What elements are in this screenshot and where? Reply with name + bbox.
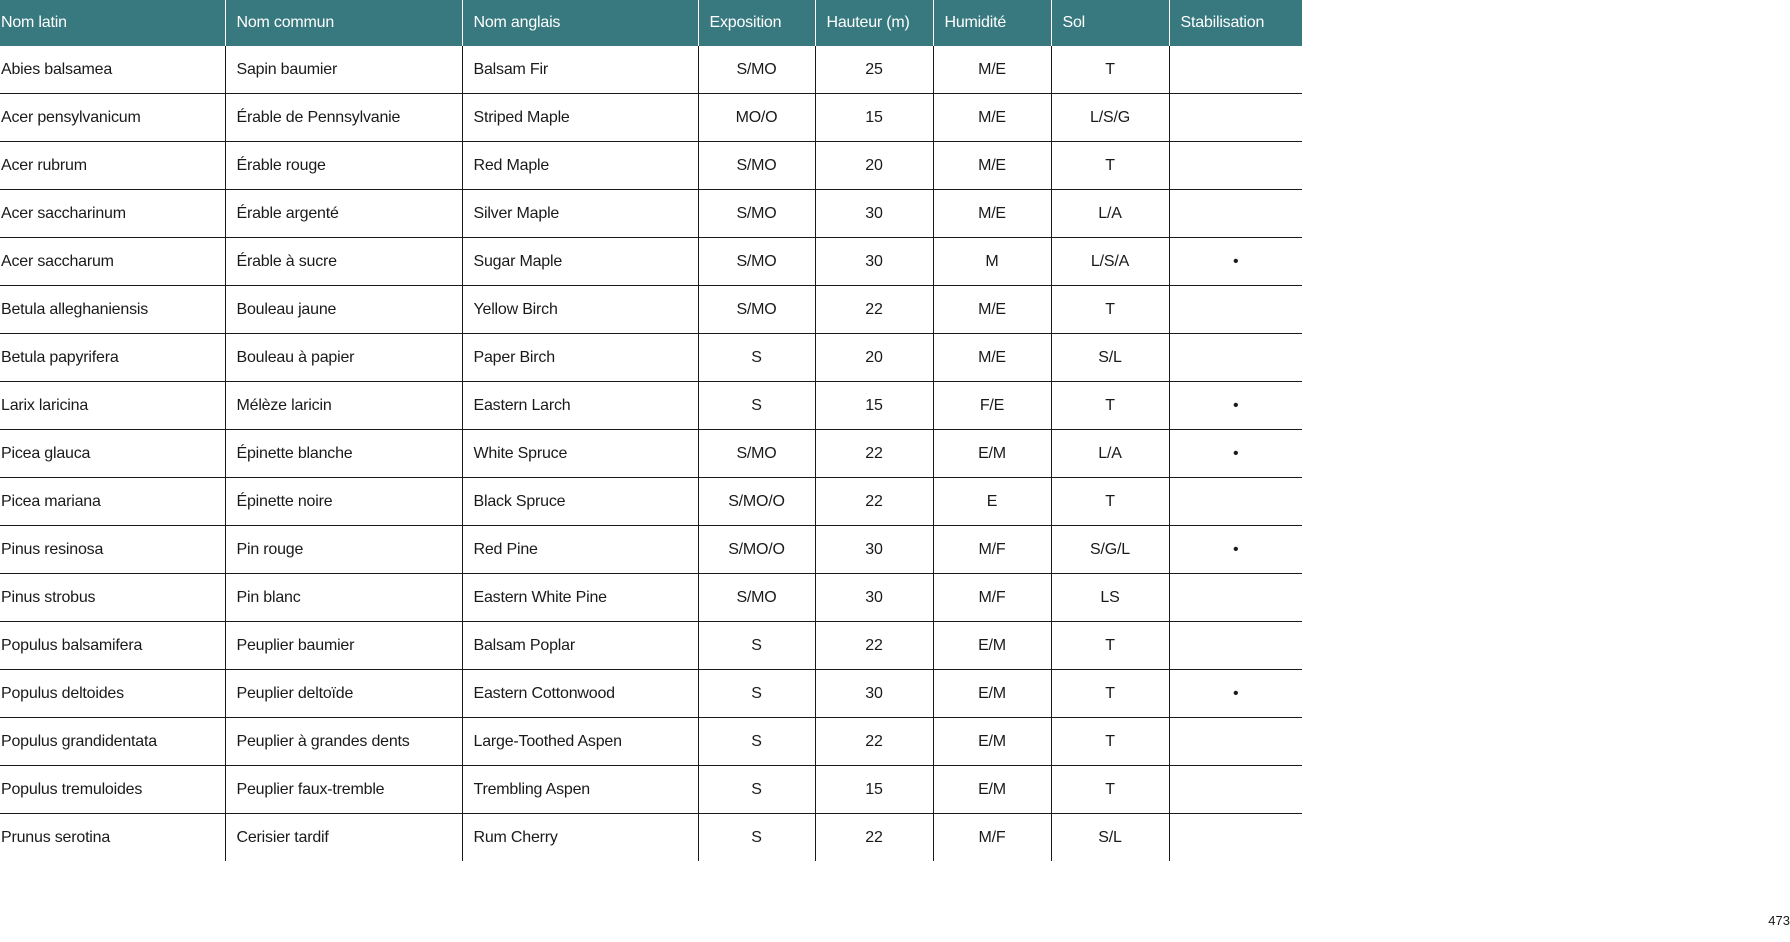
column-header-common-name: Nom commun bbox=[225, 0, 462, 46]
cell-humidity: E/M bbox=[933, 670, 1051, 718]
cell-stabilization bbox=[1169, 814, 1302, 862]
cell-soil: L/A bbox=[1051, 190, 1169, 238]
cell-common-name: Épinette noire bbox=[225, 478, 462, 526]
cell-common-name: Peuplier faux-tremble bbox=[225, 766, 462, 814]
cell-latin-name: Picea glauca bbox=[0, 430, 225, 478]
cell-latin-name: Acer saccharinum bbox=[0, 190, 225, 238]
cell-exposure: S bbox=[698, 670, 815, 718]
column-header-latin-name: Nom latin bbox=[0, 0, 225, 46]
cell-stabilization bbox=[1169, 46, 1302, 94]
header-row bbox=[0, 0, 1302, 46]
cell-height: 15 bbox=[815, 94, 933, 142]
cell-common-name: Érable de Pennsylvanie bbox=[225, 94, 462, 142]
table-row bbox=[0, 766, 1302, 814]
cell-latin-name: Larix laricina bbox=[0, 382, 225, 430]
cell-exposure: S bbox=[698, 766, 815, 814]
cell-height: 22 bbox=[815, 430, 933, 478]
cell-humidity: M/E bbox=[933, 334, 1051, 382]
cell-english-name: Balsam Fir bbox=[462, 46, 698, 94]
cell-common-name: Érable rouge bbox=[225, 142, 462, 190]
cell-common-name: Pin rouge bbox=[225, 526, 462, 574]
cell-common-name: Bouleau jaune bbox=[225, 286, 462, 334]
table-row bbox=[0, 478, 1302, 526]
cell-latin-name: Acer rubrum bbox=[0, 142, 225, 190]
cell-humidity: E bbox=[933, 478, 1051, 526]
cell-humidity: M/F bbox=[933, 574, 1051, 622]
cell-soil: T bbox=[1051, 46, 1169, 94]
cell-stabilization bbox=[1169, 766, 1302, 814]
cell-humidity: E/M bbox=[933, 718, 1051, 766]
cell-soil: T bbox=[1051, 670, 1169, 718]
cell-height: 15 bbox=[815, 766, 933, 814]
cell-common-name: Érable à sucre bbox=[225, 238, 462, 286]
cell-stabilization bbox=[1169, 334, 1302, 382]
cell-latin-name: Betula papyrifera bbox=[0, 334, 225, 382]
column-header-humidity: Humidité bbox=[933, 0, 1051, 46]
cell-humidity: M/E bbox=[933, 190, 1051, 238]
cell-stabilization bbox=[1169, 622, 1302, 670]
cell-humidity: F/E bbox=[933, 382, 1051, 430]
cell-exposure: S bbox=[698, 718, 815, 766]
cell-stabilization bbox=[1169, 478, 1302, 526]
cell-humidity: M/E bbox=[933, 286, 1051, 334]
cell-latin-name: Populus grandidentata bbox=[0, 718, 225, 766]
cell-common-name: Érable argenté bbox=[225, 190, 462, 238]
cell-soil: S/G/L bbox=[1051, 526, 1169, 574]
cell-latin-name: Acer saccharum bbox=[0, 238, 225, 286]
cell-height: 30 bbox=[815, 574, 933, 622]
cell-height: 15 bbox=[815, 382, 933, 430]
table-row bbox=[0, 526, 1302, 574]
cell-exposure: S/MO bbox=[698, 46, 815, 94]
cell-english-name: Red Maple bbox=[462, 142, 698, 190]
cell-common-name: Peuplier à grandes dents bbox=[225, 718, 462, 766]
cell-soil: L/A bbox=[1051, 430, 1169, 478]
cell-exposure: S/MO/O bbox=[698, 478, 815, 526]
cell-common-name: Mélèze laricin bbox=[225, 382, 462, 430]
cell-humidity: M/F bbox=[933, 526, 1051, 574]
cell-latin-name: Acer pensylvanicum bbox=[0, 94, 225, 142]
cell-stabilization bbox=[1169, 190, 1302, 238]
cell-common-name: Épinette blanche bbox=[225, 430, 462, 478]
cell-exposure: S bbox=[698, 334, 815, 382]
cell-english-name: Balsam Poplar bbox=[462, 622, 698, 670]
cell-exposure: MO/O bbox=[698, 94, 815, 142]
cell-common-name: Pin blanc bbox=[225, 574, 462, 622]
table-row bbox=[0, 670, 1302, 718]
cell-common-name: Sapin baumier bbox=[225, 46, 462, 94]
cell-stabilization: • bbox=[1169, 430, 1302, 478]
cell-english-name: Large-Toothed Aspen bbox=[462, 718, 698, 766]
cell-height: 20 bbox=[815, 334, 933, 382]
cell-exposure: S/MO bbox=[698, 142, 815, 190]
cell-height: 30 bbox=[815, 190, 933, 238]
cell-height: 30 bbox=[815, 526, 933, 574]
table-row bbox=[0, 238, 1302, 286]
cell-common-name: Peuplier deltoïde bbox=[225, 670, 462, 718]
cell-height: 30 bbox=[815, 670, 933, 718]
cell-height: 22 bbox=[815, 622, 933, 670]
cell-soil: T bbox=[1051, 766, 1169, 814]
column-header-stabilization: Stabilisation bbox=[1169, 0, 1302, 46]
table-row bbox=[0, 334, 1302, 382]
cell-soil: L/S/A bbox=[1051, 238, 1169, 286]
cell-soil: LS bbox=[1051, 574, 1169, 622]
cell-english-name: Eastern White Pine bbox=[462, 574, 698, 622]
cell-english-name: Silver Maple bbox=[462, 190, 698, 238]
cell-stabilization bbox=[1169, 286, 1302, 334]
cell-soil: S/L bbox=[1051, 814, 1169, 862]
cell-exposure: S/MO bbox=[698, 430, 815, 478]
cell-common-name: Peuplier baumier bbox=[225, 622, 462, 670]
cell-latin-name: Populus balsamifera bbox=[0, 622, 225, 670]
cell-humidity: M/E bbox=[933, 94, 1051, 142]
table-header bbox=[0, 0, 1302, 46]
cell-humidity: M/F bbox=[933, 814, 1051, 862]
table-body bbox=[0, 46, 1302, 861]
table-row bbox=[0, 46, 1302, 94]
cell-height: 22 bbox=[815, 478, 933, 526]
cell-exposure: S/MO bbox=[698, 190, 815, 238]
table-row bbox=[0, 382, 1302, 430]
cell-stabilization bbox=[1169, 718, 1302, 766]
cell-english-name: Red Pine bbox=[462, 526, 698, 574]
cell-humidity: M bbox=[933, 238, 1051, 286]
cell-english-name: Trembling Aspen bbox=[462, 766, 698, 814]
cell-humidity: E/M bbox=[933, 430, 1051, 478]
cell-english-name: Eastern Cottonwood bbox=[462, 670, 698, 718]
page-number: 473 bbox=[1768, 913, 1790, 928]
cell-soil: T bbox=[1051, 382, 1169, 430]
cell-english-name: White Spruce bbox=[462, 430, 698, 478]
column-header-exposure: Exposition bbox=[698, 0, 815, 46]
cell-humidity: E/M bbox=[933, 766, 1051, 814]
cell-height: 22 bbox=[815, 718, 933, 766]
cell-humidity: E/M bbox=[933, 622, 1051, 670]
cell-soil: T bbox=[1051, 142, 1169, 190]
cell-stabilization bbox=[1169, 574, 1302, 622]
cell-height: 25 bbox=[815, 46, 933, 94]
cell-english-name: Yellow Birch bbox=[462, 286, 698, 334]
cell-latin-name: Populus deltoides bbox=[0, 670, 225, 718]
cell-latin-name: Abies balsamea bbox=[0, 46, 225, 94]
table-row bbox=[0, 574, 1302, 622]
cell-exposure: S bbox=[698, 622, 815, 670]
cell-exposure: S/MO/O bbox=[698, 526, 815, 574]
cell-latin-name: Prunus serotina bbox=[1, 828, 111, 846]
cell-soil: T bbox=[1051, 718, 1169, 766]
cell-stabilization: • bbox=[1169, 670, 1302, 718]
cell-soil: L/S/G bbox=[1051, 94, 1169, 142]
cell-english-name: Paper Birch bbox=[462, 334, 698, 382]
table-row bbox=[0, 718, 1302, 766]
column-header-height: Hauteur (m) bbox=[815, 0, 933, 46]
cell-soil: T bbox=[1051, 286, 1169, 334]
cell-humidity: M/E bbox=[933, 46, 1051, 94]
cell-soil: T bbox=[1051, 622, 1169, 670]
column-header-soil: Sol bbox=[1051, 0, 1169, 46]
cell-latin-name: Betula alleghaniensis bbox=[0, 286, 225, 334]
cell-height: 20 bbox=[815, 142, 933, 190]
cell-height: 22 bbox=[815, 814, 933, 862]
cell-exposure: S/MO bbox=[698, 286, 815, 334]
cell-latin-name: Pinus resinosa bbox=[0, 526, 225, 574]
cell-exposure: S/MO bbox=[698, 574, 815, 622]
cell-english-name: Sugar Maple bbox=[462, 238, 698, 286]
table-row bbox=[0, 622, 1302, 670]
cell-exposure: S/MO bbox=[698, 238, 815, 286]
cell-english-name: Rum Cherry bbox=[462, 814, 698, 862]
cell-height: 22 bbox=[815, 286, 933, 334]
cell-latin-name: Picea mariana bbox=[0, 478, 225, 526]
cell-common-name: Bouleau à papier bbox=[225, 334, 462, 382]
cell-stabilization bbox=[1169, 142, 1302, 190]
cell-common-name: Cerisier tardif bbox=[225, 814, 462, 862]
cell-stabilization bbox=[1169, 94, 1302, 142]
cell-humidity: M/E bbox=[933, 142, 1051, 190]
cell-latin-name: Populus tremuloides bbox=[0, 766, 225, 814]
cell-english-name: Striped Maple bbox=[462, 94, 698, 142]
table-row bbox=[0, 142, 1302, 190]
cell-exposure: S bbox=[698, 814, 815, 862]
cell-stabilization: • bbox=[1169, 382, 1302, 430]
cell-english-name: Eastern Larch bbox=[462, 382, 698, 430]
cell-latin-name: Pinus strobus bbox=[0, 574, 225, 622]
table-row bbox=[0, 286, 1302, 334]
cell-soil: S/L bbox=[1051, 334, 1169, 382]
table-row bbox=[0, 814, 1302, 862]
column-header-english-name: Nom anglais bbox=[462, 0, 698, 46]
cell-soil: T bbox=[1051, 478, 1169, 526]
cell-english-name: Black Spruce bbox=[462, 478, 698, 526]
cell-stabilization: • bbox=[1169, 238, 1302, 286]
cell-stabilization: • bbox=[1169, 526, 1302, 574]
table-row bbox=[0, 94, 1302, 142]
cell-height: 30 bbox=[815, 238, 933, 286]
table-row bbox=[0, 190, 1302, 238]
table-row bbox=[0, 430, 1302, 478]
cell-exposure: S bbox=[698, 382, 815, 430]
